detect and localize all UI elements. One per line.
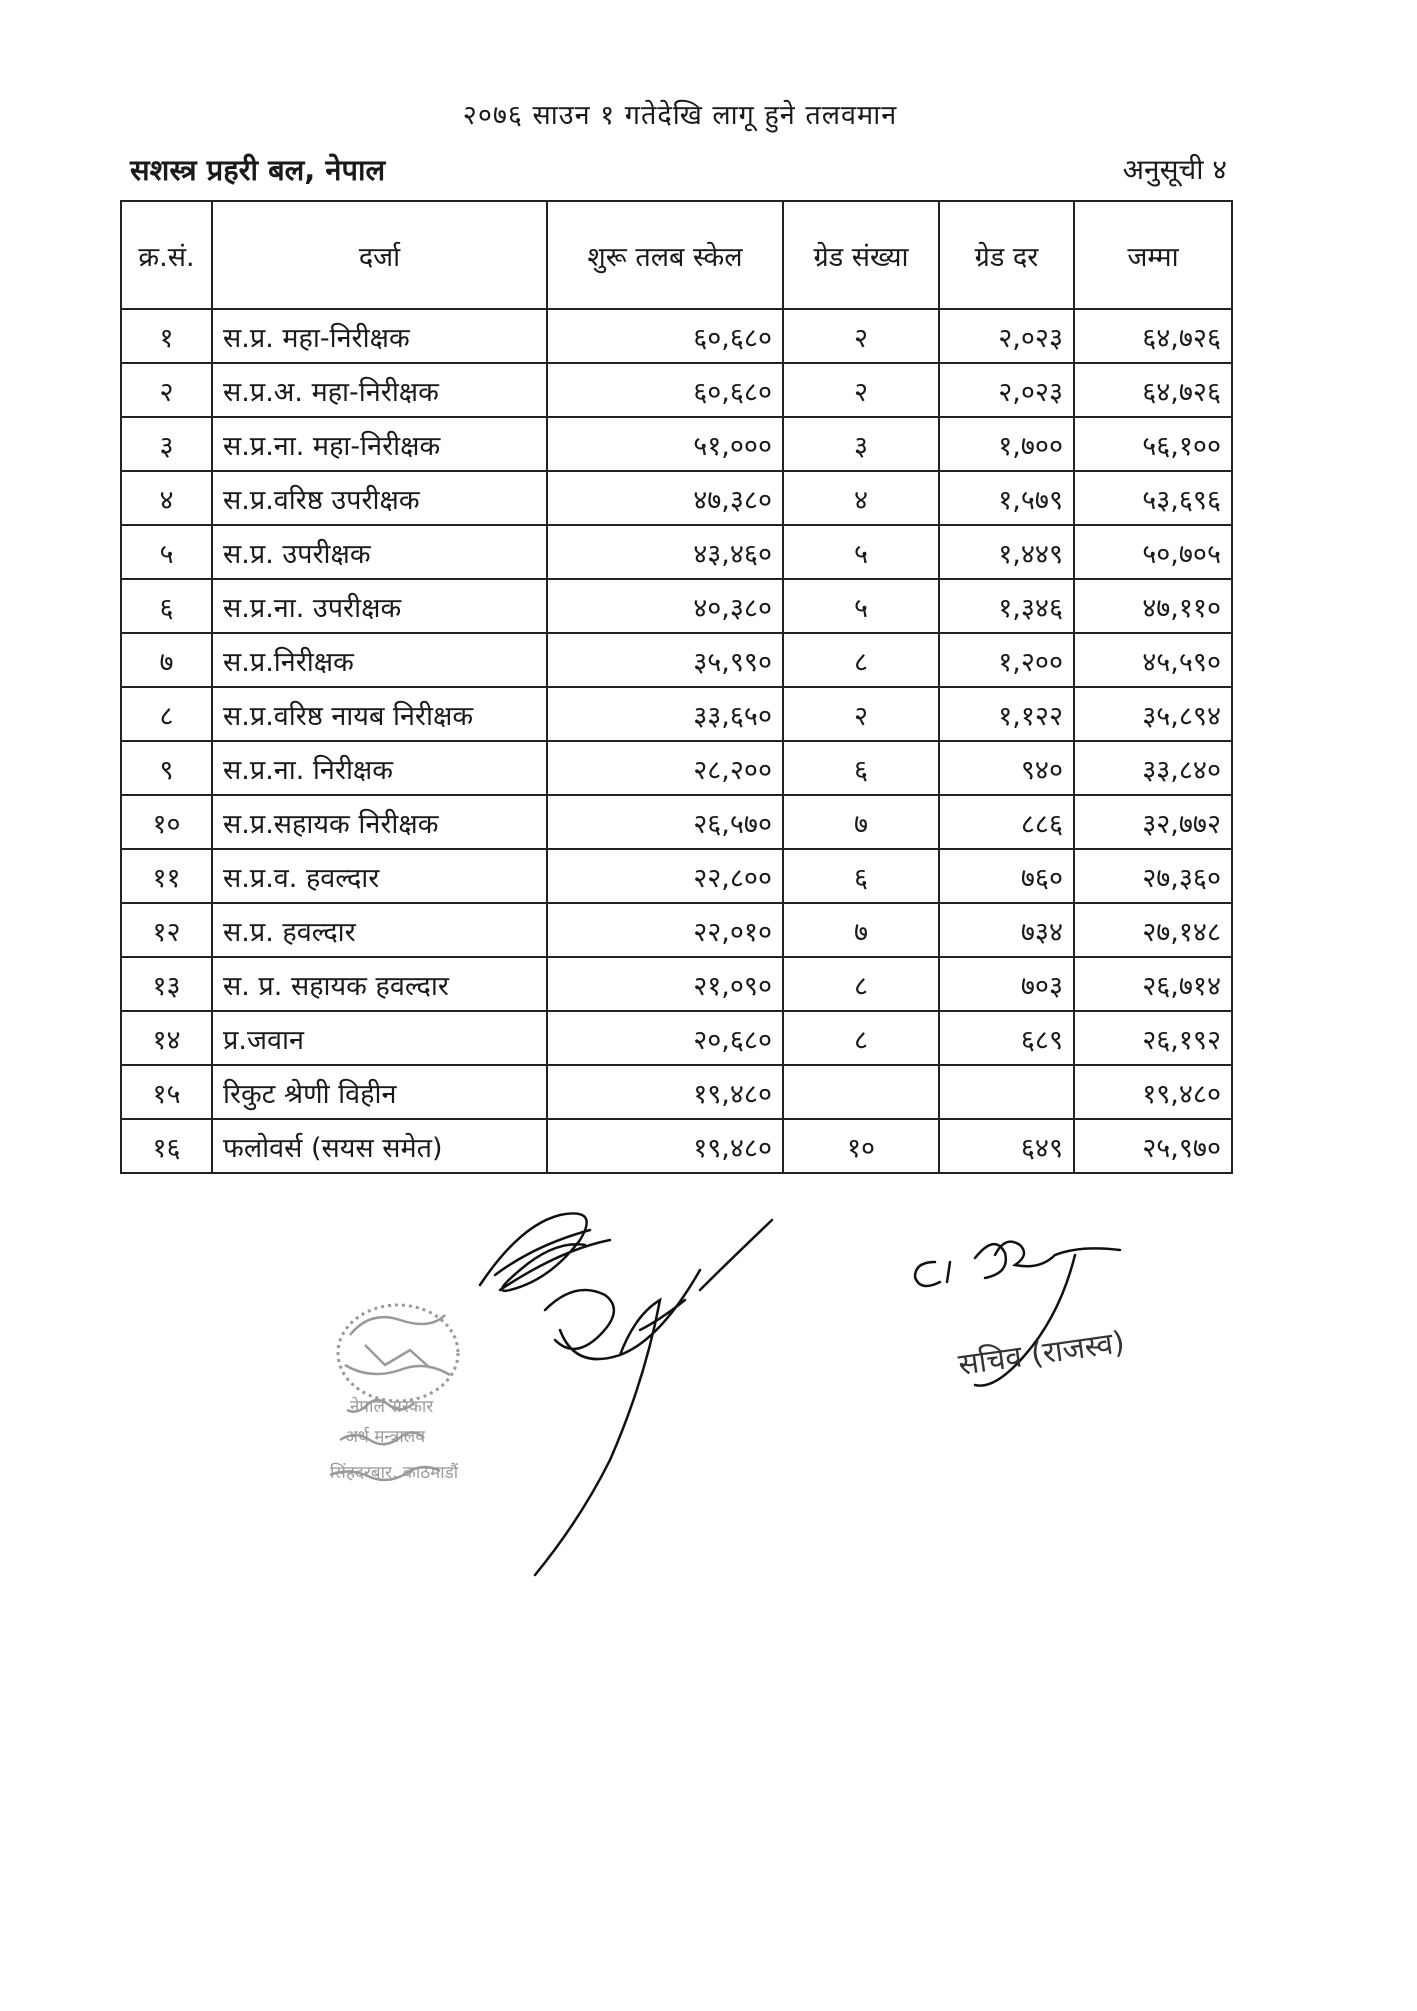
scale-cell: २१,०९० (547, 957, 783, 1011)
serial-cell: ९ (121, 741, 212, 795)
grade-count-cell: २ (783, 363, 939, 417)
seal-line-2: अर्थ मन्त्रालय (345, 1427, 426, 1447)
grade-rate-cell: ६४९ (939, 1119, 1074, 1173)
scale-cell: १९,४८० (547, 1119, 783, 1173)
scale-cell: ६०,६८० (547, 363, 783, 417)
grade-rate-cell: १,५७९ (939, 471, 1074, 525)
grade-rate-cell: २,०२३ (939, 363, 1074, 417)
total-cell: ४७,११० (1074, 579, 1232, 633)
column-header-total: जम्मा (1074, 201, 1232, 309)
grade-count-cell: २ (783, 309, 939, 363)
rank-cell: रिकुट श्रेणी विहीन (212, 1065, 547, 1119)
serial-cell: २ (121, 363, 212, 417)
total-cell: ५०,७०५ (1074, 525, 1232, 579)
rank-cell: स.प्र.वरिष्ठ उपरीक्षक (212, 471, 547, 525)
grade-rate-cell: १,२०० (939, 633, 1074, 687)
grade-rate-cell: १,७०० (939, 417, 1074, 471)
grade-rate-cell: ७०३ (939, 957, 1074, 1011)
scale-cell: २८,२०० (547, 741, 783, 795)
scale-cell: २०,६८० (547, 1011, 783, 1065)
total-cell: २७,३६० (1074, 849, 1232, 903)
table-row (121, 741, 1232, 795)
signature-1 (480, 1213, 772, 1575)
total-cell: २५,९७० (1074, 1119, 1232, 1173)
total-cell: ४५,५९० (1074, 633, 1232, 687)
rank-cell: स.प्र.निरीक्षक (212, 633, 547, 687)
rank-cell: स.प्र.व. हवल्दार (212, 849, 547, 903)
table-row (121, 633, 1232, 687)
serial-cell: ७ (121, 633, 212, 687)
grade-count-cell: ४ (783, 471, 939, 525)
scale-cell: ३५,९९० (547, 633, 783, 687)
serial-cell: १३ (121, 957, 212, 1011)
grade-count-cell: १० (783, 1119, 939, 1173)
rank-cell: स.प्र.ना. उपरीक्षक (212, 579, 547, 633)
serial-cell: ११ (121, 849, 212, 903)
table-row (121, 525, 1232, 579)
rank-cell: स.प्र.सहायक निरीक्षक (212, 795, 547, 849)
organization-name: सशस्त्र प्रहरी बल, नेपाल (130, 153, 386, 187)
scale-cell: ४०,३८० (547, 579, 783, 633)
official-seal (330, 1305, 459, 1483)
rank-cell: स.प्र.वरिष्ठ नायब निरीक्षक (212, 687, 547, 741)
total-cell: १९,४८० (1074, 1065, 1232, 1119)
seal-line-1: नेपाल सरकार (350, 1397, 434, 1417)
serial-cell: १२ (121, 903, 212, 957)
serial-cell: १६ (121, 1119, 212, 1173)
grade-count-cell: २ (783, 687, 939, 741)
table-row (121, 957, 1232, 1011)
table-row (121, 849, 1232, 903)
total-cell: ३२,७७२ (1074, 795, 1232, 849)
total-cell: ३३,८४० (1074, 741, 1232, 795)
grade-rate-cell: २,०२३ (939, 309, 1074, 363)
rank-cell: फलोवर्स (सयस समेत) (212, 1119, 547, 1173)
page-title: २०७६ साउन १ गतेदेखि लागू हुने तलवमान (462, 100, 898, 131)
grade-count-cell: ८ (783, 633, 939, 687)
rank-cell: स. प्र. सहायक हवल्दार (212, 957, 547, 1011)
rank-cell: स.प्र. महा-निरीक्षक (212, 309, 547, 363)
total-cell: २६,७१४ (1074, 957, 1232, 1011)
signatory-designation: सचिव (राजस्व) (956, 1324, 1127, 1383)
column-header-scale: शुरू तलब स्केल (547, 201, 783, 309)
scale-cell: २२,८०० (547, 849, 783, 903)
signature-2 (915, 1242, 1120, 1386)
table-row (121, 687, 1232, 741)
total-cell: ५३,६९६ (1074, 471, 1232, 525)
grade-rate-cell (939, 1065, 1074, 1119)
table-row (121, 1065, 1232, 1119)
grade-rate-cell: १,१२२ (939, 687, 1074, 741)
serial-cell: ५ (121, 525, 212, 579)
total-cell: ६४,७२६ (1074, 309, 1232, 363)
table-row (121, 795, 1232, 849)
column-header-serial: क्र.सं. (121, 201, 212, 309)
grade-count-cell: ५ (783, 525, 939, 579)
column-header-grade-rate: ग्रेड दर (939, 201, 1074, 309)
grade-rate-cell: ८८६ (939, 795, 1074, 849)
grade-count-cell: ८ (783, 957, 939, 1011)
scale-cell: १९,४८० (547, 1065, 783, 1119)
table-row (121, 471, 1232, 525)
scale-cell: ३३,६५० (547, 687, 783, 741)
serial-cell: ६ (121, 579, 212, 633)
table-body (121, 309, 1232, 1173)
scale-cell: ६०,६८० (547, 309, 783, 363)
rank-cell: प्र.जवान (212, 1011, 547, 1065)
grade-rate-cell: ६८९ (939, 1011, 1074, 1065)
salary-table (120, 200, 1233, 1174)
column-header-rank: दर्जा (212, 201, 547, 309)
grade-rate-cell: १,४४९ (939, 525, 1074, 579)
serial-cell: १५ (121, 1065, 212, 1119)
total-cell: ३५,८९४ (1074, 687, 1232, 741)
total-cell: ५६,१०० (1074, 417, 1232, 471)
grade-rate-cell: १,३४६ (939, 579, 1074, 633)
table-row (121, 363, 1232, 417)
total-cell: २७,१४८ (1074, 903, 1232, 957)
grade-rate-cell: ७६० (939, 849, 1074, 903)
serial-cell: ८ (121, 687, 212, 741)
table-row (121, 1011, 1232, 1065)
rank-cell: स.प्र.ना. निरीक्षक (212, 741, 547, 795)
seal-line-3: सिंहदरबार, काठमाडौं (330, 1463, 459, 1483)
scale-cell: २२,०१० (547, 903, 783, 957)
grade-count-cell: ५ (783, 579, 939, 633)
serial-cell: ४ (121, 471, 212, 525)
serial-cell: १० (121, 795, 212, 849)
rank-cell: स.प्र. हवल्दार (212, 903, 547, 957)
table-row (121, 579, 1232, 633)
serial-cell: १ (121, 309, 212, 363)
grade-count-cell: ६ (783, 849, 939, 903)
table-row (121, 903, 1232, 957)
scale-cell: ४७,३८० (547, 471, 783, 525)
grade-count-cell: ७ (783, 903, 939, 957)
scale-cell: ५१,००० (547, 417, 783, 471)
table-row (121, 309, 1232, 363)
grade-count-cell: ६ (783, 741, 939, 795)
rank-cell: स.प्र. उपरीक्षक (212, 525, 547, 579)
total-cell: २६,१९२ (1074, 1011, 1232, 1065)
grade-rate-cell: ९४० (939, 741, 1074, 795)
scale-cell: २६,५७० (547, 795, 783, 849)
serial-cell: १४ (121, 1011, 212, 1065)
scale-cell: ४३,४६० (547, 525, 783, 579)
serial-cell: ३ (121, 417, 212, 471)
schedule-number: अनुसूची ४ (1122, 153, 1227, 186)
grade-count-cell: ७ (783, 795, 939, 849)
table-row (121, 1119, 1232, 1173)
table-header-row (121, 201, 1232, 309)
column-header-grade-count: ग्रेड संख्या (783, 201, 939, 309)
rank-cell: स.प्र.ना. महा-निरीक्षक (212, 417, 547, 471)
grade-count-cell: ८ (783, 1011, 939, 1065)
rank-cell: स.प्र.अ. महा-निरीक्षक (212, 363, 547, 417)
table-row (121, 417, 1232, 471)
grade-rate-cell: ७३४ (939, 903, 1074, 957)
total-cell: ६४,७२६ (1074, 363, 1232, 417)
grade-count-cell (783, 1065, 939, 1119)
grade-count-cell: ३ (783, 417, 939, 471)
